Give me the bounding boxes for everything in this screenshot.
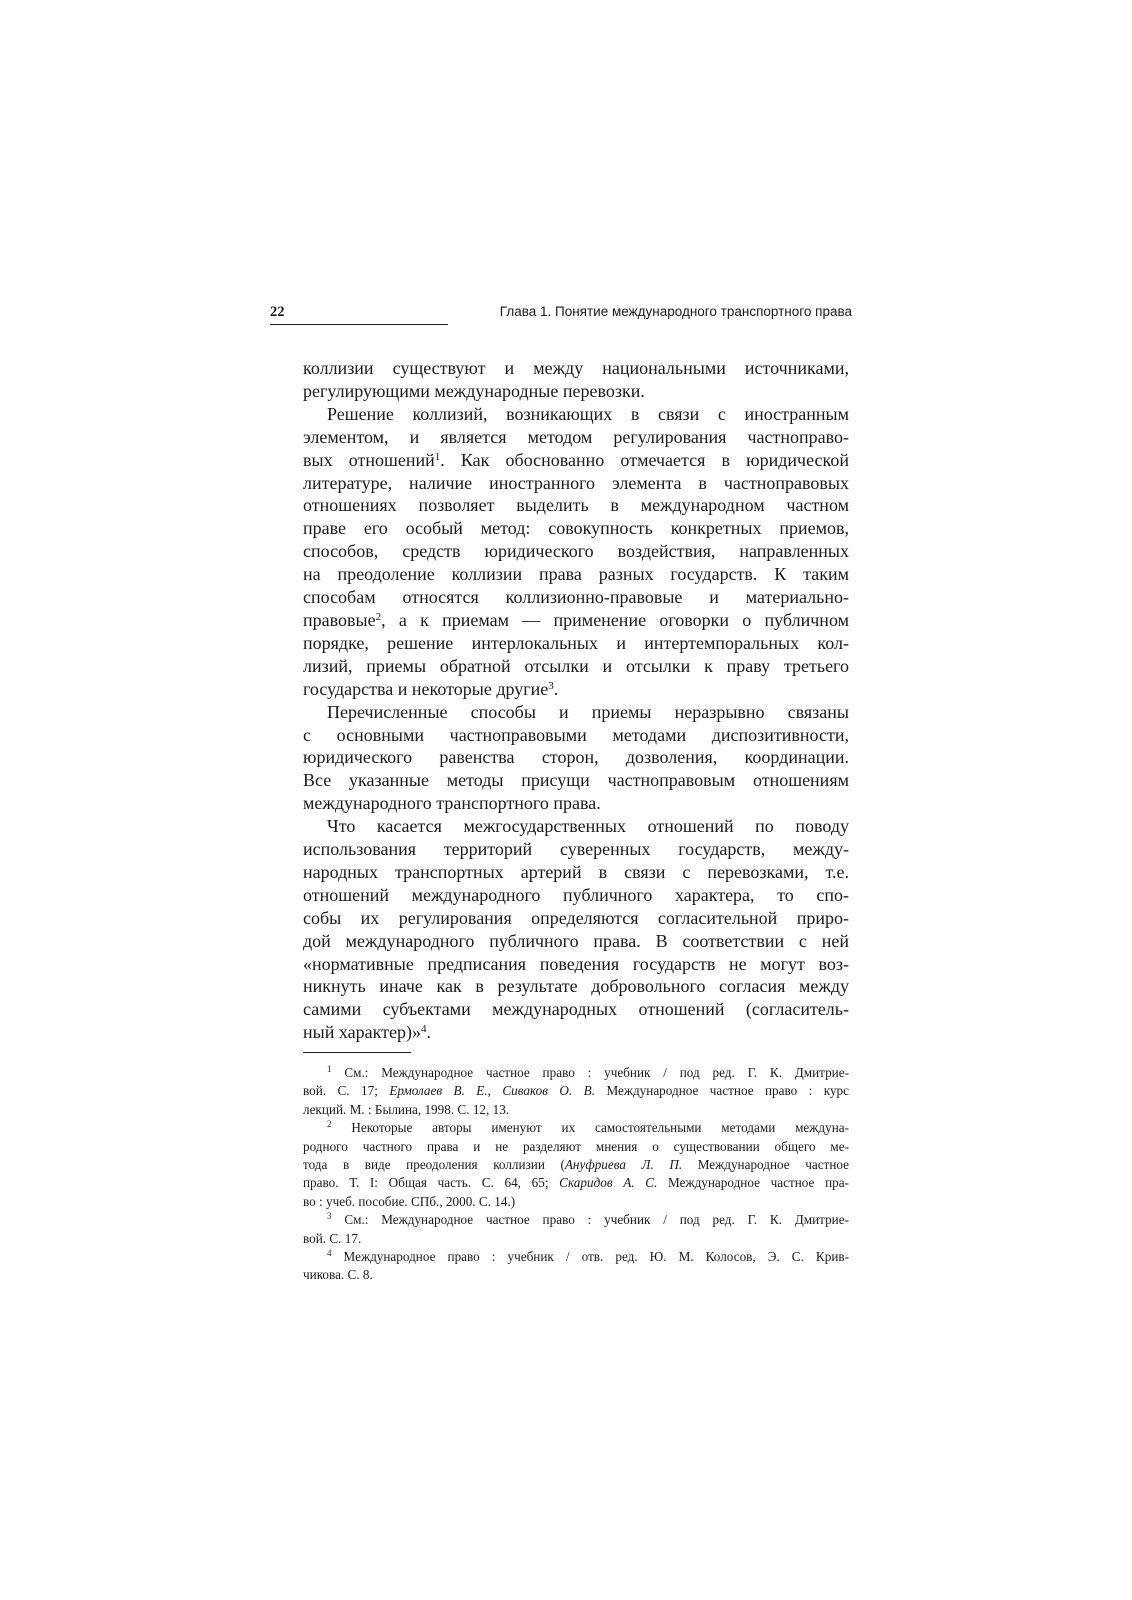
footnote-line [303,1230,849,1248]
text-line [303,357,849,380]
text-run: Решение коллизий, возникающих в связи с иностранным [327,403,849,424]
footnote-line [303,1138,849,1156]
footnote-line [303,1248,849,1266]
text-line [303,792,849,815]
text-run: дой международного публичного права. В соответствии с ней [303,930,849,951]
footnote-marker: 1 [327,1064,332,1074]
footnote-line [303,1156,849,1174]
text-run: способов, средств юридического воздействия, направленных [303,541,849,562]
text-run: . [426,1022,431,1043]
text-run: литературе, наличие иностранного элемента в частноправовых [303,472,849,493]
text-run: ный характер)» [303,1022,421,1043]
footnote-separator [303,1052,411,1053]
text-run: порядке, решение интерлокальных и интертемпоральных кол- [303,632,849,653]
footnote-line [303,1211,849,1229]
text-run: правовые [303,609,376,630]
footnote-line [303,1064,849,1082]
footnote-marker: 2 [375,610,382,623]
footnote-marker: 3 [327,1211,332,1222]
text-run: лекций. М. : Былина, 1998. С. 12, 13. [303,1101,510,1117]
text-run: Международное право : учебник / отв. ред. Ю. М. Колосов, Э. С. Крив- [331,1249,849,1265]
footnote-line [303,1174,849,1192]
text-run: способам относятся коллизионно-правовые и материально- [303,587,849,608]
author-name: Скаридов А. С. [559,1175,658,1191]
text-run: , а к приемам — применение оговорки о публичном [381,609,849,630]
text-line [303,884,849,907]
text-line [303,380,849,403]
text-run: . [553,678,559,699]
text-line [303,861,849,884]
text-line [303,953,849,976]
text-line [303,678,849,701]
text-run: См.: Международное частное право : учебник / под ред. Г. К. Дмитрие- [331,1212,849,1228]
text-run: . Как обоснованно отмечается в юридической [440,449,849,470]
text-run: вой. С. 17. [303,1230,362,1246]
author-name: Ануфриева Л. П. [564,1157,683,1173]
text-line [303,1021,849,1044]
footnote-marker: 3 [548,679,554,692]
text-run: вых отношений [303,449,435,470]
text-run: Что касается межгосударственных отношений по поводу [327,816,849,837]
text-run: международного транспортного права. [303,793,601,814]
running-head: Глава 1. Понятие международного транспортного права [499,304,852,319]
text-line [303,494,849,517]
text-line [303,449,849,472]
text-run: отношениях позволяет выделить в международном частном [303,495,849,516]
footnote-marker: 2 [327,1119,332,1130]
footnote-marker: 4 [420,1023,427,1036]
text-run: лизий, приемы обратной отсылки и отсылки к праву третьего [303,655,849,676]
footnote-line [303,1266,849,1284]
text-run: на преодоление коллизии права разных государств. К таким [303,564,849,585]
text-run: Все указанные методы присущи частноправовым отношениям [303,770,849,791]
text-line [303,517,849,540]
text-line [303,975,849,998]
text-run: собы их регулирования определяются согласительной приро- [303,907,849,928]
text-run: самими субъектами международных отношений (согласитель- [303,999,849,1020]
text-run: праве его особый метод: совокупность конкретных приемов, [303,518,849,539]
text-line [303,472,849,495]
text-line [303,563,849,586]
text-run: Международное частное право : курс [595,1083,850,1099]
text-line [303,769,849,792]
text-run: никнуть иначе как в результате добровольного согласия между [303,976,849,997]
text-line [303,724,849,747]
text-run: использования территорий суверенных государств, между- [303,839,849,860]
text-line [303,998,849,1021]
text-run: Некоторые авторы именуют их самостоятельными методами междуна- [331,1120,849,1136]
text-run: вой. С. 17; [303,1083,390,1099]
footnote-line [303,1193,849,1211]
text-run: элементом, и является методом регулирования частноправо- [303,426,849,447]
text-run: Международное частное пра- [657,1175,849,1191]
text-line [303,746,849,769]
page-number: 22 [270,304,285,320]
text-line [303,426,849,449]
text-run: Перечисленные способы и приемы неразрывно связаны [327,701,849,722]
text-line [303,838,849,861]
text-run: тода в виде преодоления коллизии ( [303,1157,565,1173]
footnote-line [303,1082,849,1100]
footnote-marker: 4 [327,1248,332,1259]
text-line [303,815,849,838]
footnote-marker: 1 [434,450,441,463]
text-line [303,403,849,426]
text-run: юридического равенства сторон, дозволения, координации. [303,747,849,768]
text-run: народных транспортных артерий в связи с перевозками, т.е. [303,861,849,882]
text-line [303,907,849,930]
text-run: во : учеб. пособие. СПб., 2000. С. 14.) [303,1193,516,1209]
text-run: коллизии существуют и между национальными источниками, [303,358,849,378]
text-run: с основными частноправовыми методами диспозитивности, [303,724,849,745]
page-header [270,304,852,326]
main-text [303,357,849,1044]
footnote-line [303,1101,849,1119]
text-line [303,609,849,632]
text-run: «нормативные предписания поведения государств не могут воз- [303,953,849,974]
text-run: чикова. С. 8. [303,1267,373,1283]
footnote-line [303,1119,849,1137]
header-rule [270,324,448,325]
footnotes [303,1064,849,1285]
text-run: государства и некоторые другие [303,678,549,699]
author-name: Ермолаев В. Е., Сиваков О. В. [389,1083,596,1099]
text-line [303,930,849,953]
text-line [303,586,849,609]
text-line [303,632,849,655]
text-run: родного частного права и не разделяют мнения о существовании общего ме- [303,1138,849,1154]
text-run: См.: Международное частное право : учебник / под ред. Г. К. Дмитрие- [331,1065,849,1080]
text-run: отношений международного публичного характера, то спо- [303,884,849,905]
text-run: Международное частное [682,1157,849,1173]
text-run: право. Т. I: Общая часть. С. 64, 65; [303,1175,560,1191]
text-run: регулирующими международные перевозки. [303,380,645,401]
text-line [303,540,849,563]
text-line [303,701,849,724]
text-line [303,655,849,678]
